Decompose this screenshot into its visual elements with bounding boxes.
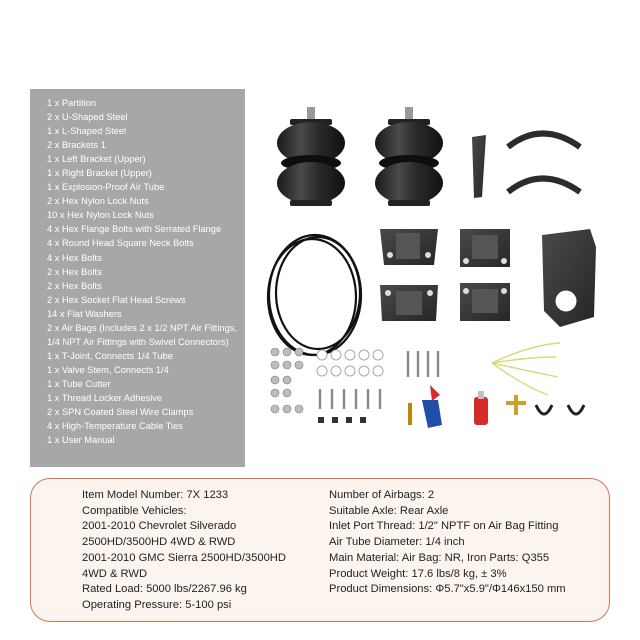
parts-list-item: 2 x Brackets 1: [47, 140, 106, 151]
parts-list-item: 2 x Hex Bolts: [47, 266, 102, 277]
specifications-right-column: [329, 488, 566, 598]
u-shaped-steel-lower: [508, 179, 580, 193]
spec-line: Product Weight: 17.6 lbs/8 kg, ± 3%: [329, 567, 507, 580]
specifications-left-column: [82, 488, 286, 614]
parts-list-item: 2 x Air Bags (Includes 2 x 1/2 NPT Air Fittings, 1/4 NPT Air Fittings with Swivel Connectors): [47, 322, 237, 347]
spec-line: Compatible Vehicles:: [82, 504, 187, 517]
spec-line: Operating Pressure: 5-100 psi: [82, 598, 232, 611]
spec-line: Air Tube Diameter: 1/4 inch: [329, 536, 465, 549]
hardware-small-parts: [271, 348, 438, 423]
fittings-and-tools: [408, 385, 584, 428]
parts-list-item: 1 x Tube Cutter: [47, 378, 111, 389]
parts-list-item: 4 x Hex Bolts: [47, 252, 102, 263]
parts-list-item: 1 x Valve Stem, Connects 1/4: [47, 364, 169, 375]
parts-list-item: 1 x L-Shaped Steel: [47, 126, 127, 137]
spec-line: Main Material: Air Bag: NR, Iron Parts: Q355: [329, 551, 550, 564]
bracket-upper-right: [460, 229, 510, 267]
bracket-lower-right: [460, 283, 510, 321]
parts-list-item: 1 x Left Bracket (Upper): [47, 154, 146, 165]
parts-list-item: 1 x T-Joint, Connects 1/4 Tube: [47, 350, 173, 361]
bracket-upper-left: [380, 229, 438, 265]
parts-list-item: 1 x Right Bracket (Upper): [47, 168, 152, 179]
air-tube-coil: [268, 235, 361, 355]
parts-list-item: 2 x SPN Coated Steel Wire Clamps: [47, 407, 194, 418]
air-bag-left: [277, 107, 345, 206]
partition-plate: [542, 229, 596, 327]
parts-list-item: 2 x Hex Nylon Lock Nuts: [47, 196, 149, 207]
spec-line: 2500HD/3500HD 4WD & RWD: [82, 536, 236, 549]
parts-list-item: 1 x Partition: [47, 98, 97, 108]
spec-line: Product Dimensions: Φ5.7"x5.9"/Φ146x150 mm: [329, 583, 566, 596]
parts-list-item: 2 x Hex Socket Flat Head Screws: [47, 294, 186, 305]
spec-line: Inlet Port Thread: 1/2" NPTF on Air Bag Fitting: [329, 520, 559, 533]
air-bag-right: [375, 107, 443, 206]
parts-list-item: 14 x Flat Washers: [47, 308, 122, 319]
spec-line: Number of Airbags: 2: [329, 489, 435, 501]
spec-line: 2001-2010 Chevrolet Silverado: [82, 520, 237, 533]
parts-list-item: 1 x User Manual: [47, 435, 115, 446]
parts-list: [47, 96, 245, 447]
parts-list-item: 1 x Explosion-Proof Air Tube: [47, 182, 165, 193]
u-shaped-steel-upper: [508, 134, 580, 148]
cable-ties: [492, 343, 560, 395]
parts-list-item: 4 x High-Temperature Cable Ties: [47, 421, 183, 432]
parts-list-item: 1 x Thread Locker Adhesive: [47, 392, 163, 403]
parts-list-item: 4 x Hex Flange Bolts with Serrated Flange: [47, 224, 222, 235]
kit-components-photo: [260, 95, 610, 440]
l-shaped-steel: [472, 135, 486, 198]
parts-list-item: 2 x U-Shaped Steel: [47, 112, 128, 123]
spec-line: 2001-2010 GMC Sierra 2500HD/3500HD: [82, 551, 286, 564]
parts-list-item: 2 x Hex Bolts: [47, 280, 102, 291]
spec-line: Item Model Number: 7X 1233: [82, 489, 229, 501]
parts-list-item: 10 x Hex Nylon Lock Nuts: [47, 210, 154, 221]
bracket-lower-left: [380, 285, 438, 321]
spec-line: Suitable Axle: Rear Axle: [329, 504, 449, 517]
spec-line: 4WD & RWD: [82, 567, 148, 580]
parts-list-item: 4 x Round Head Square Neck Bolts: [47, 238, 194, 249]
spec-line: Rated Load: 5000 lbs/2267.96 kg: [82, 583, 247, 596]
